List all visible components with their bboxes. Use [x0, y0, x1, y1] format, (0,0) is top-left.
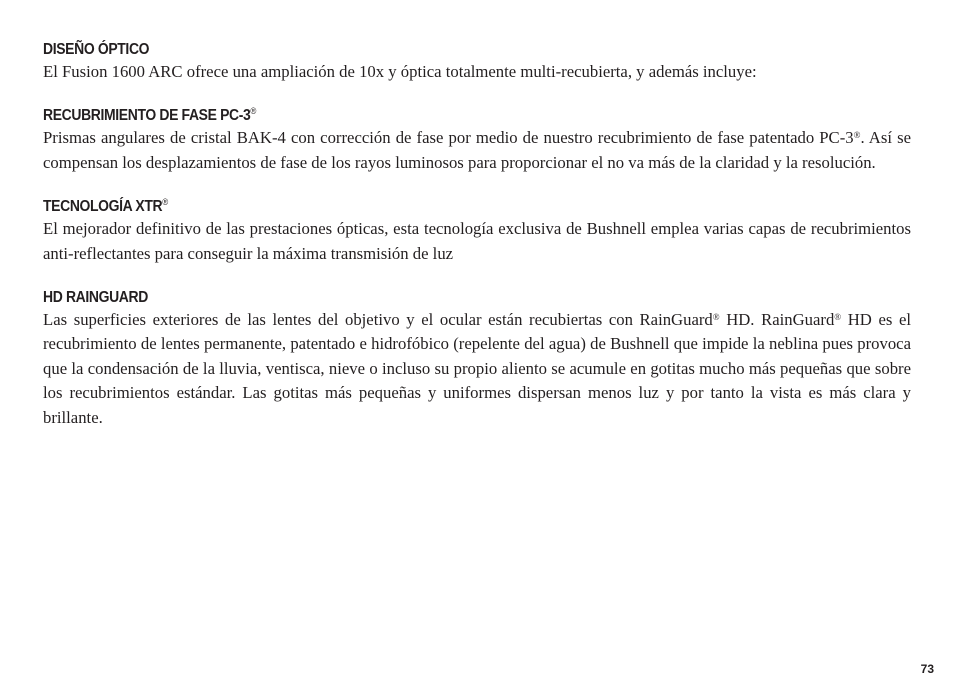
- section-optical-design: [43, 40, 911, 84]
- section-hd-rainguard: [43, 288, 911, 430]
- registered-mark: ®: [712, 312, 720, 323]
- section-heading: TECNOLOGÍA XTR®: [43, 197, 168, 216]
- registered-mark: ®: [834, 312, 842, 323]
- page-content: [43, 40, 911, 430]
- section-heading: RECUBRIMIENTO DE FASE PC-3®: [43, 106, 257, 125]
- section-heading: DISEÑO ÓPTICO: [43, 41, 150, 58]
- page-number: 73: [920, 662, 934, 676]
- section-body: Las superficies exteriores de las lentes del objetivo y el ocular están recubiertas con RainGuard® HD. RainGuard® HD es el recubrimiento de lentes permanente, patentado e hidrofóbico (repelente del agua) de Bushnell que impide la neblina pues provoca que la condensación de la lluvia, ventisca, nieve o incluso su propio aliento se acumule en gotitas mucho más pequeñas que sobre los recubrimientos estándar. Las gotitas más pequeñas y uniformes dispersan menos luz y por tanto la vista es más clara y brillante.: [43, 310, 911, 427]
- section-body: El Fusion 1600 ARC ofrece una ampliación de 10x y óptica totalmente multi-recubierta, y además incluye:: [43, 62, 757, 81]
- section-body: El mejorador definitivo de las prestaciones ópticas, esta tecnología exclusiva de Bushnell emplea varias capas de recubrimientos anti-reflectantes para conseguir la máxima transmisión de luz: [43, 219, 911, 263]
- section-pc3-coating: [43, 106, 911, 175]
- registered-mark: ®: [853, 130, 861, 141]
- section-xtr-technology: [43, 197, 911, 266]
- registered-mark: ®: [250, 106, 257, 117]
- registered-mark: ®: [162, 197, 168, 208]
- section-heading: HD RAINGUARD: [43, 289, 148, 307]
- section-body: Prismas angulares de cristal BAK-4 con corrección de fase por medio de nuestro recubrimiento de fase patentado PC-3®. Así se compensan los desplazamientos de fase de los rayos luminosos para proporcionar el no va más de la claridad y la resolución.: [43, 128, 911, 172]
